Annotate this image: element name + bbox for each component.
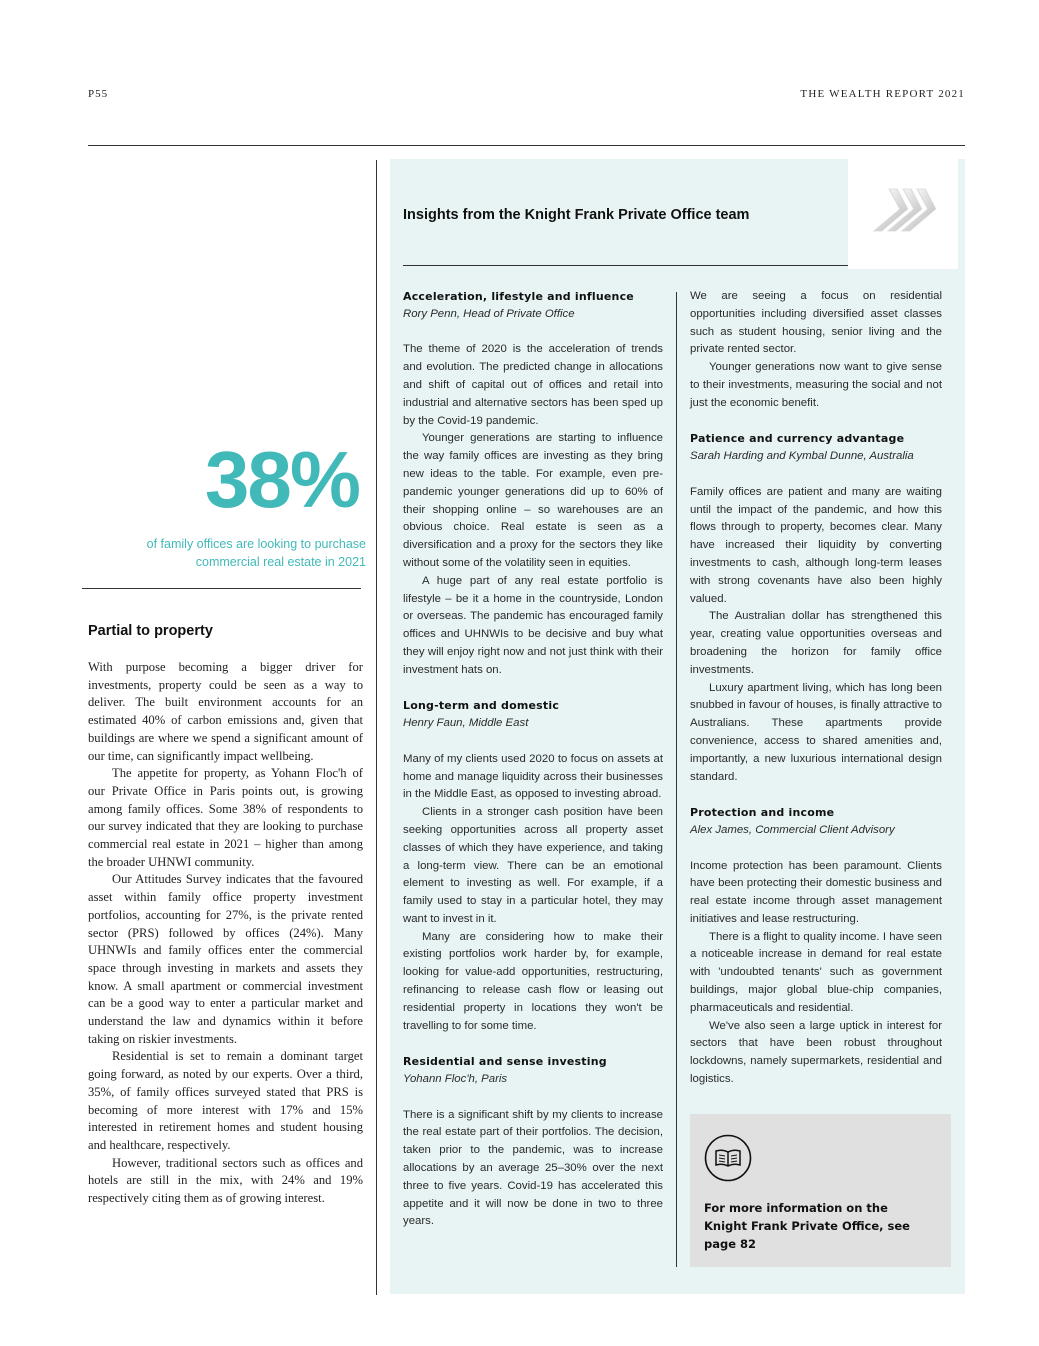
insights-column-divider	[676, 292, 677, 1267]
insight-heading: Protection and income	[690, 806, 835, 820]
insight-paragraph: The Australian dollar has strengthened this year, creating value opportunities overseas and broadening the horizon for family office investments.	[690, 610, 942, 676]
insights-divider	[403, 265, 848, 266]
insight-paragraph: The theme of 2020 is the acceleration of trends and evolution. The predicted change in allocations and shift of capital out of offices and retail into industrial and alternative sectors has been sped up by the Covid-19 pandemic.	[403, 343, 663, 427]
header-divider	[88, 145, 965, 146]
stat-divider	[82, 588, 361, 589]
insight-author: Rory Penn, Head of Private Office	[403, 307, 575, 320]
info-box-text[interactable]: For more information on the Knight Frank Private Office, see page 82	[704, 1201, 910, 1251]
insight-paragraph: We are seeing a focus on residential opportunities including diversified asset classes such as student housing, senior living and the private rented sector.	[690, 290, 942, 356]
insight-author: Henry Faun, Middle East	[403, 717, 529, 730]
insight-paragraph: Luxury apartment living, which has long been snubbed in favour of houses, is finally attractive to Australians. These apartments provide convenience, access to shared amenities and, importantly, a new luxurious international design standard.	[690, 681, 943, 783]
insight-paragraph: Clients in a stronger cash position have been seeking opportunities across all property asset classes of which they have experience, and taking a long-term view. There can be an emotional element to investing as well. For example, if a family used to stay in a particular hotel, they may want to invest in it.	[403, 806, 663, 925]
insight-section	[403, 1053, 663, 1231]
insight-paragraph: Younger generations now want to give sense to their investments, measuring the social and not just the economic benefit.	[690, 361, 942, 409]
insights-column-right	[690, 288, 942, 1107]
insight-section	[690, 804, 942, 1089]
insight-section	[403, 288, 663, 680]
open-book-icon	[704, 1134, 752, 1182]
insight-paragraph: There is a flight to quality income. I have seen a noticeable increase in demand for real estate with 'undoubted tenants' such as government buildings, major global blue-chip companies, pharmaceuticals and residential.	[690, 930, 942, 1014]
insight-paragraph: Many of my clients used 2020 to focus on assets at home and manage liquidity across their businesses in the Middle East, as opposed to investing abroad.	[403, 752, 663, 801]
insight-section	[690, 430, 942, 786]
insight-author: Sarah Harding and Kymbal Dunne, Australia	[690, 450, 914, 463]
insight-author: Yohann Floc'h, Paris	[403, 1073, 508, 1086]
insight-author: Alex James, Commercial Client Advisory	[690, 823, 895, 836]
article-paragraph: The appetite for property, as Yohann Floc'h of our Private Office in Paris points out, is growing among family offices. Some 38% of respondents to our survey indicated that they are looking to purchase commercial real estate in 2021 – higher than among the broader UHNWI community.	[88, 766, 363, 869]
article-paragraph: Our Attitudes Survey indicates that the favoured asset within family office property investment portfolios, accounting for 27%, is the private rented sector (PRS) followed by offices (24%). Many UHNWIs and family offices enter the commercial space through investing in markets and assets they know. A small apartment or commercial investment can be a good way to enter a particular market and understand the law and dynamics within it before taking on riskier investments.	[88, 872, 363, 1046]
insight-section-continued	[690, 288, 942, 413]
insight-heading: Patience and currency advantage	[690, 432, 905, 446]
insight-paragraph: We've also seen a large uptick in interest for sectors that have been robust throughout lockdowns, namely supermarkets, residential and logistics.	[690, 1019, 942, 1086]
insight-paragraph: There is a significant shift by my clients to increase the real estate part of their portfolios. The decision, taken prior to the pandemic, was to increase allocations by an average 25–30% over the next three to five years. Covid-19 has accelerated this appetite and it will now be done in two to three years.	[403, 1108, 663, 1228]
insight-paragraph: A huge part of any real estate portfolio is lifestyle – be it a home in the countryside, London or overseas. The pandemic has encouraged family offices and UHNWIs to be decisive and buy what they will enjoy right now and not just think with their investment hats on.	[403, 574, 663, 676]
report-title: THE WEALTH REPORT 2021	[800, 88, 965, 100]
insight-paragraph: Younger generations are starting to influence the way family offices are investing as they bring new ideas to the table. For example, even pre-pandemic younger generations did up to 60% of their shopping online – so warehouses are an obvious choice. Real estate is seen as a diversification and a proxy for the sectors they like without some of the volatility seen in equities.	[403, 432, 663, 569]
insight-section	[403, 697, 663, 1035]
logo-box	[848, 159, 958, 269]
insight-paragraph: Family offices are patient and many are waiting until the impact of the pandemic, and how this flows through to property, becomes clear. Many have increased their liquidity by converting investments to cash, although long-term leases with strong covenants have also been highly valued.	[690, 485, 942, 605]
article-paragraph: However, traditional sectors such as offices and hotels are still in the mix, with 24% and 19% respectively citing them as of growing interest.	[88, 1155, 363, 1206]
insight-heading: Residential and sense investing	[403, 1055, 607, 1069]
article-paragraph: Residential is set to remain a dominant target going forward, as noted by our experts. Over a third, 35%, of family offices surveyed stated that PRS is becoming of more interest with 17% and 15% interested in retirement homes and student housing and healthcare, respectively.	[88, 1049, 363, 1152]
stat-value: 38%	[204, 435, 359, 524]
insights-title: Insights from the Knight Frank Private Office team	[403, 207, 750, 223]
insights-column-left	[403, 288, 663, 1249]
article-paragraph: With purpose becoming a bigger driver for investments, property could be seen as a way to deliver. The built environment accounts for an estimated 40% of carbon emissions and, given that buildings are where we spend a significant amount of our time, can significantly impact wellbeing.	[88, 660, 363, 763]
insight-paragraph: Many are considering how to make their existing portfolios work harder by, for example, looking for value-add opportunities, restructuring, refinancing to release cash flow or leasing out residential property in locations they won't be travelling to for some time.	[403, 930, 663, 1032]
article-heading: Partial to property	[88, 623, 213, 639]
insight-heading: Long-term and domestic	[403, 699, 560, 713]
insight-heading: Acceleration, lifestyle and influence	[403, 290, 634, 303]
page-number: P55	[88, 88, 109, 100]
article-body	[88, 659, 363, 1208]
stat-caption: of family offices are looking to purchase commercial real estate in 2021	[146, 537, 366, 569]
chevrons-logo-icon	[848, 159, 958, 269]
insight-paragraph: Income protection has been paramount. Clients have been protecting their domestic business and real estate income through asset management initiatives and lease restructuring.	[690, 859, 942, 925]
column-divider	[376, 160, 377, 1295]
